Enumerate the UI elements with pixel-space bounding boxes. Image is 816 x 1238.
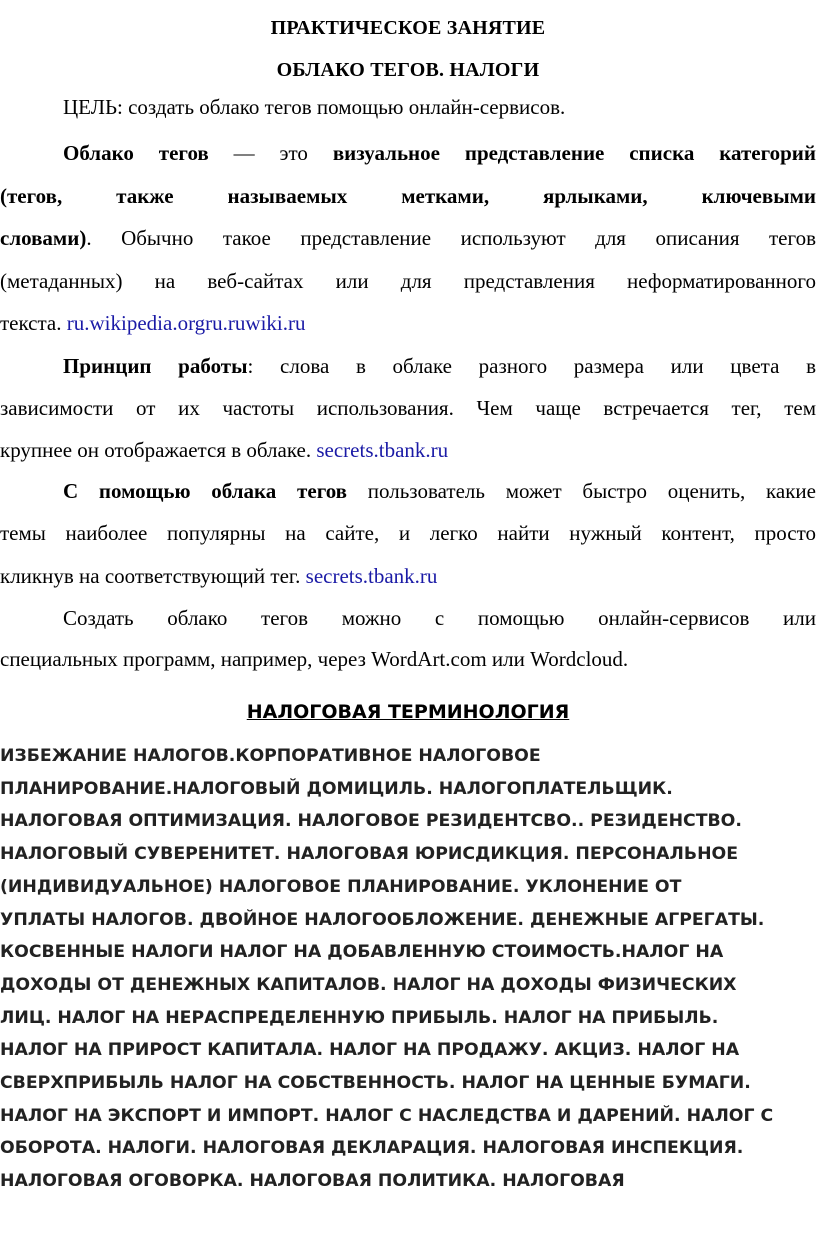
- principle-text: : слова в облаке разного размера или цвета в: [247, 354, 816, 378]
- definition-line-2: (тегов, также называемых метками, ярлыками, ключевыми: [0, 184, 816, 208]
- wiki-link[interactable]: ru.wikipedia.orgru.ruwiki.ru: [66, 311, 306, 335]
- terms-line: ИЗБЕЖАНИЕ НАЛОГОВ.КОРПОРАТИВНОЕ НАЛОГОВОЕ: [0, 746, 541, 766]
- principle-line-2: зависимости от их частоты использования. Чем чаще встречается тег, тем: [0, 396, 816, 420]
- terms-line: НАЛОГ НА ЭКСПОРТ И ИМПОРТ. НАЛОГ С НАСЛЕДСТВА И ДАРЕНИЙ. НАЛОГ С: [0, 1105, 774, 1126]
- definition-dash: — это: [208, 141, 333, 165]
- definition-line-1: [0, 140, 816, 166]
- terms-line: КОСВЕННЫЕ НАЛОГИ НАЛОГ НА ДОБАВЛЕННУЮ СТОИМОСТЬ.НАЛОГ НА: [0, 942, 724, 963]
- definition-line-5: [0, 310, 816, 336]
- usage-line-3: [0, 563, 816, 589]
- usage-term: С помощью облака тегов: [63, 479, 348, 503]
- terms-line: НАЛОГОВАЯ ОПТИМИЗАЦИЯ. НАЛОГОВОЕ РЕЗИДЕНТСВО.. РЕЗИДЕНСТВО.: [0, 811, 742, 832]
- create-line-1: Создать облако тегов можно с помощью онлайн-сервисов или: [63, 606, 816, 630]
- definition-text: . Обычно такое представление используют для описания тегов: [86, 226, 816, 250]
- page-title: ПРАКТИЧЕСКОЕ ЗАНЯТИЕ: [270, 17, 546, 39]
- terms-block: [0, 740, 816, 1198]
- usage-line-2: темы наиболее популярны на сайте, и легко найти нужный контент, просто: [0, 521, 816, 545]
- terms-line: СВЕРХПРИБЫЛЬ НАЛОГ НА СОБСТВЕННОСТЬ. НАЛОГ НА ЦЕННЫЕ БУМАГИ.: [0, 1073, 751, 1094]
- terms-line: ОБОРОТА. НАЛОГИ. НАЛОГОВАЯ ДЕКЛАРАЦИЯ. НАЛОГОВАЯ ИНСПЕКЦИЯ.: [0, 1138, 744, 1159]
- tbank-link-1[interactable]: secrets.tbank.ru: [316, 438, 449, 462]
- terms-line: (ИНДИВИДУАЛЬНОЕ) НАЛОГОВОЕ ПЛАНИРОВАНИЕ. УКЛОНЕНИЕ ОТ: [0, 876, 682, 897]
- principle-line-1: [0, 353, 816, 379]
- principle-line-3: [0, 437, 816, 463]
- create-line-2: специальных программ, например, через WordArt.com или Wordcloud.: [0, 647, 629, 671]
- usage-line-1: [0, 478, 816, 504]
- terms-line: УПЛАТЫ НАЛОГОВ. ДВОЙНОЕ НАЛОГООБЛОЖЕНИЕ. ДЕНЕЖНЫЕ АГРЕГАТЫ.: [0, 909, 765, 930]
- terms-line: НАЛОГОВАЯ ОГОВОРКА. НАЛОГОВАЯ ПОЛИТИКА. НАЛОГОВАЯ: [0, 1171, 625, 1192]
- principle-term: Принцип работы: [63, 354, 248, 378]
- definition-bold-end: словами): [0, 226, 87, 250]
- definition-line-4: (метаданных) на веб-сайтах или для представления неформатированного: [0, 269, 816, 293]
- terms-line: ДОХОДЫ ОТ ДЕНЕЖНЫХ КАПИТАЛОВ. НАЛОГ НА ДОХОДЫ ФИЗИЧЕСКИХ: [0, 974, 737, 995]
- definition-line-3: [0, 225, 816, 251]
- terms-line: НАЛОГОВЫЙ СУВЕРЕНИТЕТ. НАЛОГОВАЯ ЮРИСДИКЦИЯ. ПЕРСОНАЛЬНОЕ: [0, 844, 739, 865]
- terms-line: НАЛОГ НА ПРИРОСТ КАПИТАЛА. НАЛОГ НА ПРОДАЖУ. АКЦИЗ. НАЛОГ НА: [0, 1040, 740, 1061]
- section-title: НАЛОГОВАЯ ТЕРМИНОЛОГИЯ: [246, 701, 570, 723]
- goal-text: ЦЕЛЬ: создать облако тегов помощью онлайн-сервисов.: [63, 95, 566, 119]
- definition-bold: визуальное представление списка категорий: [332, 141, 816, 165]
- terms-line: ЛИЦ. НАЛОГ НА НЕРАСПРЕДЕЛЕННУЮ ПРИБЫЛЬ. НАЛОГ НА ПРИБЫЛЬ.: [0, 1007, 719, 1028]
- principle-text-end: крупнее он отображается в облаке.: [0, 438, 317, 462]
- usage-text-end: кликнув на соответствующий тег.: [0, 564, 306, 588]
- page-subtitle: ОБЛАКО ТЕГОВ. НАЛОГИ: [276, 59, 540, 81]
- terms-line: ПЛАНИРОВАНИЕ.НАЛОГОВЫЙ ДОМИЦИЛЬ. НАЛОГОПЛАТЕЛЬЩИК.: [0, 778, 673, 799]
- definition-term: Облако тегов: [63, 141, 209, 165]
- usage-text: пользователь может быстро оценить, какие: [347, 479, 816, 503]
- definition-text-end: текста.: [0, 311, 67, 335]
- tbank-link-2[interactable]: secrets.tbank.ru: [305, 564, 438, 588]
